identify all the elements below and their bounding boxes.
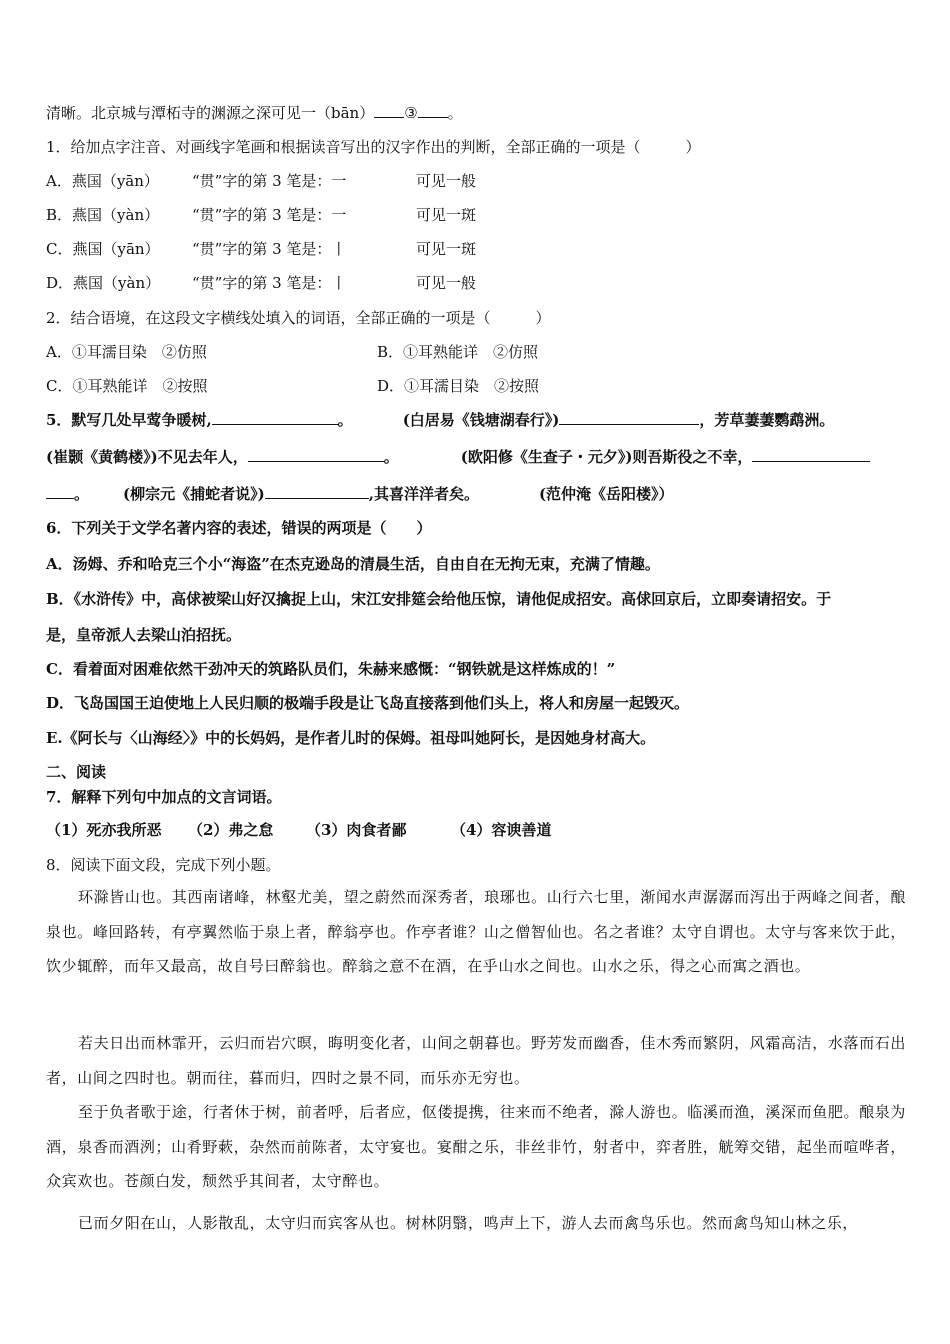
blank-label: ③ <box>404 104 418 122</box>
q2-option-b[interactable]: B．①耳熟能详 ②仿照 <box>377 343 539 361</box>
q8-stem: 8．阅读下面文段，完成下列小题。 <box>46 856 281 874</box>
passage-paragraph-1: 环滁皆山也。其西南诸峰，林壑尤美，望之蔚然而深秀者，琅琊也。山行六七里，渐闻水声潺潺而泻出于两峰之间者，酿泉也。峰回路转，有亭翼然临于泉上者，醉翁亭也。作亭者谁？山之僧智仙也。名之者谁？太守自谓也。太守与客来饮于此，饮少辄醉，而年又最高，故自号曰醉翁也。醉翁之意不在酒，在乎山水之间也。山水之乐，得之心而寓之酒也。 <box>46 888 906 975</box>
q6-option-b-line-1[interactable]: B．《水浒传》中，高俅被梁山好汉擒捉上山，宋江安排筵会给他压惊，请他促成招安。高俅回京后，立即奏请招安。于 <box>46 590 832 608</box>
fill-blank[interactable] <box>248 447 384 462</box>
q7-item-3: （3）肉食者鄙 <box>306 821 407 839</box>
fill-blank[interactable] <box>752 447 870 462</box>
fill-blank[interactable] <box>46 484 74 499</box>
passage-paragraph-3: 至于负者歌于途，行者休于树，前者呼，后者应，伛偻提携，往来而不绝者，滁人游也。临溪而渔，溪深而鱼肥。酿泉为酒，泉香而酒洌；山肴野蔌，杂然而前陈者，太守宴也。宴酣之乐，非丝非竹，射者中，弈者胜，觥筹交错，起坐而喧哗者，众宾欢也。苍颜白发，颓然乎其间者，太守醉也。 <box>46 1103 906 1190</box>
fill-blank[interactable] <box>265 484 369 499</box>
fill-blank[interactable] <box>559 410 699 425</box>
passage-paragraph-4: 已而夕阳在山，人影散乱，太守归而宾客从也。树林阴翳，鸣声上下，游人去而禽鸟乐也。然而禽鸟知山林之乐， <box>78 1214 859 1232</box>
q7-item-2: （2）弗之怠 <box>188 821 274 839</box>
answer-blank <box>418 103 448 118</box>
q6-option-b-line-2[interactable]: 是，皇帝派人去梁山泊招抚。 <box>46 626 242 644</box>
q7-item-1: （1）死亦我所恶 <box>46 821 162 839</box>
q5-line-1: 5．默写几处早莺争暖树, 。 (白居易《钱塘湖春行》) ，芳草萋萋鹦鹉洲。 <box>46 411 835 429</box>
exam-page: 清晰。北京城与潭柘寺的渊源之深可见一（bān） ③ 。 1．给加点字注音、对画线字笔画和根据读音写出的汉字作出的判断，全部正确的一项是（ ） A．燕国（yān） “贯”字的第 3 笔是：一 可见一般 B．燕国（yàn） “贯”字的第 3 笔是：一 可见一斑 C．燕国（yān） “贯”字的第 3 笔是：丨 可见一斑 D．燕国（yàn） “贯”字的第 3 笔是：丨 可见一般 2．结合语境，在这段文字横线处填入的词语，全部正确的一项是（ ） A．①耳濡目染 ②仿照 B．①耳熟能详 ②仿照 C．①耳熟能详 ②按照 D．①耳濡目染 ②按照 5．默写几处早莺争暖树, 。 (白居易《钱塘湖春行》) ，芳草萋萋鹦鹉洲。 (崔颢《黄鹤楼》)不见去年人， 。 (欧阳修《生查子・元夕》)则吾斯役之不幸， 。 (柳宗元《捕蛇者说》) ,其喜洋洋者矣。 (范仲淹《岳阳楼》） 6．下列关于文学名著内容的表述，错误的两项是（ ） A．汤姆、乔和哈克三个小“海盗”在杰克逊岛的清晨生活，自由自在无拘无束，充满了情趣。 B．《水浒传》中，高俅被梁山好汉擒捉上山，宋江安排筵会给他压惊，请他促成招安。高俅回京后，立即奏请招安。于 是，皇帝派人去梁山泊招抚。 C．看着面对困难依然干劲冲天的筑路队员们，朱赫来感慨：“钢铁就是这样炼成的！” D．飞岛国国王迫使地上人民归顺的极端手段是让飞岛直接落到他们头上，将人和房屋一起毁灭。 E.《阿长与〈山海经〉》中的长妈妈，是作者儿时的保姆。祖母叫她阿长，是因她身材高大。 二、阅读 7．解释下列句中加点的文言词语。 （1）死亦我所恶 （2）弗之怠 （3）肉食者鄙 （4）容谀善道 8．阅读下面文段，完成下列小题。 环滁皆山也。其西南诸峰，林壑尤美，望之蔚然而深秀者，琅琊也。山行六七里，渐闻水声潺潺而泻出于两峰之间者，酿泉也。峰回路转，有亭翼然临于泉上者，醉翁亭也。作亭者谁？山之僧智仙也。名之者谁？太守自谓也。太守与客来饮于此，饮少辄醉，而年又最高，故自号曰醉翁也。醉翁之意不在酒，在乎山水之间也。山水之乐，得之心而寓之酒也。 若夫日出而林霏开，云归而岩穴暝，晦明变化者，山间之朝暮也。野芳发而幽香，佳木秀而繁阴，风霜高洁，水落而石出者，山间之四时也。朝而往，暮而归，四时之景不同，而乐亦无穷也。 至于负者歌于途，行者休于树，前者呼，后者应，伛偻提携，往来而不绝者，滁人游也。临溪而渔，溪深而鱼肥。酿泉为酒，泉香而酒洌；山肴野蔌，杂然而前陈者，太守宴也。宴酣之乐，非丝非竹，射者中，弈者胜，觥筹交错，起坐而喧哗者，众宾欢也。苍颜白发，颓然乎其间者，太守醉也。 已而夕阳在山，人影散乱，太守归而宾客从也。树林阴翳，鸣声上下，游人去而禽鸟乐也。然而禽鸟知山林之乐， <box>0 0 950 1344</box>
q6-option-d[interactable]: D．飞岛国国王迫使地上人民归顺的极端手段是让飞岛直接落到他们头上，将人和房屋一起毁灭。 <box>46 694 690 712</box>
intro-line: 清晰。北京城与潭柘寺的渊源之深可见一（bān） ③ 。 <box>46 104 463 122</box>
q6-option-a[interactable]: A．汤姆、乔和哈克三个小“海盗”在杰克逊岛的清晨生活，自由自在无拘无束，充满了情趣。 <box>46 555 660 573</box>
q6-stem: 6．下列关于文学名著内容的表述，错误的两项是（ ） <box>46 519 432 537</box>
fill-blank[interactable] <box>212 410 338 425</box>
passage-paragraph-2: 若夫日出而林霏开，云归而岩穴暝，晦明变化者，山间之朝暮也。野芳发而幽香，佳木秀而繁阴，风霜高洁，水落而石出者，山间之四时也。朝而往，暮而归，四时之景不同，而乐亦无穷也。 <box>46 1034 906 1087</box>
q2-option-a[interactable]: A．①耳濡目染 ②仿照 <box>46 343 207 361</box>
q6-option-e[interactable]: E.《阿长与〈山海经〉》中的长妈妈，是作者儿时的保姆。祖母叫她阿长，是因她身材高大。 <box>46 729 656 747</box>
q6-option-c[interactable]: C．看着面对困难依然干劲冲天的筑路队员们，朱赫来感慨：“钢铁就是这样炼成的！” <box>46 660 616 678</box>
q2-stem: 2．结合语境，在这段文字横线处填入的词语，全部正确的一项是（ ） <box>46 309 551 327</box>
q7-item-4: （4）容谀善道 <box>451 821 552 839</box>
q7-stem: 7．解释下列句中加点的文言词语。 <box>46 788 282 806</box>
q2-option-d[interactable]: D．①耳濡目染 ②按照 <box>377 377 540 395</box>
q2-option-c[interactable]: C．①耳熟能详 ②按照 <box>46 377 208 395</box>
answer-blank <box>374 103 404 118</box>
q5-line-2: (崔颢《黄鹤楼》)不见去年人， 。 (欧阳修《生查子・元夕》)则吾斯役之不幸， <box>46 447 870 467</box>
q5-line-3: 。 (柳宗元《捕蛇者说》) ,其喜洋洋者矣。 (范仲淹《岳阳楼》） <box>46 484 674 504</box>
q1-stem: 1．给加点字注音、对画线字笔画和根据读音写出的汉字作出的判断，全部正确的一项是（ ） <box>46 138 701 156</box>
section-title: 二、阅读 <box>46 763 107 781</box>
